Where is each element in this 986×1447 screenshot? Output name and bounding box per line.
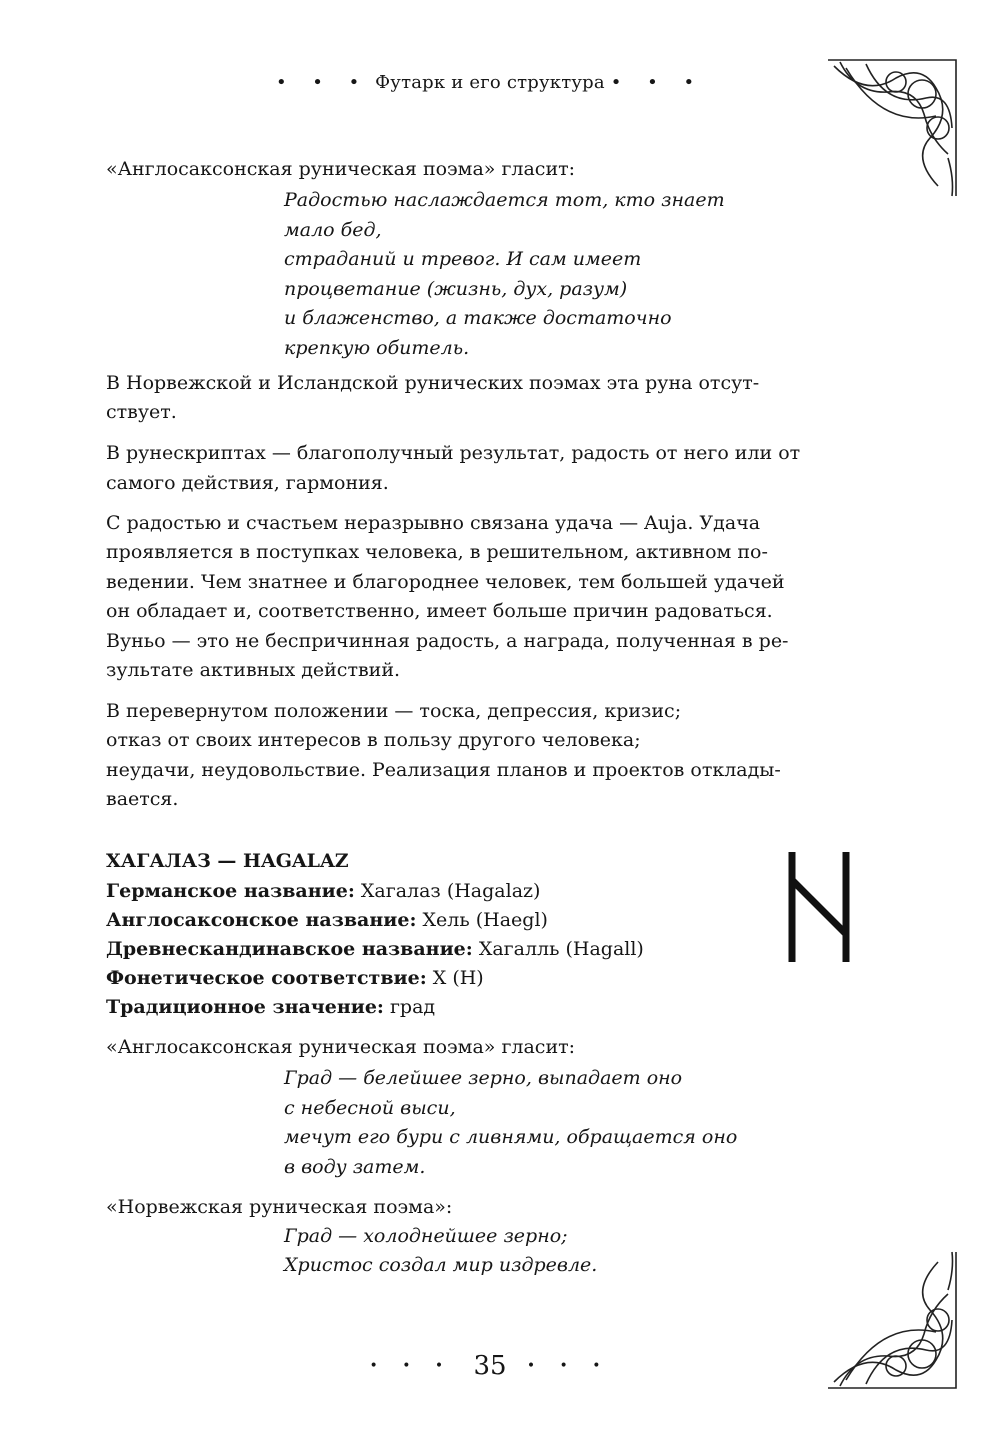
poem-line: Град — холоднейшее зерно;: [284, 1225, 568, 1247]
property-row: [106, 909, 548, 931]
poem-line: Град — белейшее зерно, выпадает оно: [284, 1067, 683, 1089]
property-label: Германское название:: [106, 880, 355, 902]
footer-dots-right: • • •: [526, 1358, 611, 1374]
property-value: град: [383, 996, 436, 1018]
property-row: [106, 967, 484, 989]
header-dots-left: • • •: [275, 72, 370, 93]
paragraph-line: ведении. Чем знатнее и благороднее человек, тем большей удачей: [106, 571, 785, 593]
paragraph-line: самого действия, гармония.: [106, 472, 389, 494]
celtic-knot-corner-icon: [826, 1248, 960, 1390]
poem-line: и блаженство, а также достаточно: [284, 307, 672, 329]
poem-line: с небесной выси,: [284, 1097, 456, 1119]
property-value: Х (H): [426, 967, 484, 989]
paragraph-line: В Норвежской и Исландской рунических поэмах эта руна отсут-: [106, 372, 760, 394]
property-label: Фонетическое соответствие:: [106, 967, 427, 989]
poem-intro: «Англосаксонская руническая поэма» гласит:: [106, 1036, 576, 1058]
poem-line: Радостью наслаждается тот, кто знает: [284, 189, 725, 211]
property-label: Древнескандинавское название:: [106, 938, 473, 960]
paragraph-line: отказ от своих интересов в пользу другого человека;: [106, 729, 641, 751]
property-row: [106, 880, 540, 902]
paragraph-line: В перевернутом положении — тоска, депрессия, кризис;: [106, 700, 682, 722]
celtic-knot-corner-icon: [826, 58, 960, 200]
poem-line: мечут его бури с ливнями, обращается оно: [284, 1126, 738, 1148]
page-footer: [340, 1350, 640, 1381]
section-heading: ХАГАЛАЗ — HAGALAZ: [106, 850, 349, 872]
poem-line: крепкую обитель.: [284, 337, 470, 359]
header-dots-right: • • •: [610, 72, 705, 93]
paragraph-line: он обладает и, соответственно, имеет больше причин радоваться.: [106, 600, 773, 622]
poem-line: Христос создал мир издревле.: [284, 1254, 598, 1276]
property-row: [106, 996, 435, 1018]
paragraph-line: проявляется в поступках человека, в решительном, активном по-: [106, 541, 768, 563]
property-row: [106, 938, 644, 960]
property-value: Хагалаз (Hagalaz): [354, 880, 541, 902]
paragraph-line: В рунескриптах — благополучный результат, радость от него или от: [106, 442, 801, 464]
page-number: 35: [473, 1351, 507, 1381]
paragraph-line: неудачи, неудовольствие. Реализация планов и проектов отклады-: [106, 759, 781, 781]
poem-line: страданий и тревог. И сам имеет: [284, 248, 642, 270]
property-value: Хель (Haegl): [416, 909, 548, 931]
paragraph-line: вается.: [106, 788, 179, 810]
property-value: Хагалль (Hagall): [472, 938, 644, 960]
hagalaz-rune-icon: [784, 852, 854, 962]
poem-line: мало бед,: [284, 219, 382, 241]
poem-line: процветание (жизнь, дух, разум): [284, 278, 628, 300]
poem-intro: «Англосаксонская руническая поэма» гласит:: [106, 158, 576, 180]
footer-dots-left: • • •: [369, 1358, 454, 1374]
paragraph-line: Вуньо — это не беспричинная радость, а награда, полученная в ре-: [106, 630, 789, 652]
paragraph-line: ствует.: [106, 401, 177, 423]
paragraph-line: зультате активных действий.: [106, 659, 401, 681]
poem-intro: «Норвежская руническая поэма»:: [106, 1196, 453, 1218]
paragraph-line: С радостью и счастьем неразрывно связана удача — Auja. Удача: [106, 512, 761, 534]
running-header-title: Футарк и его структура: [375, 72, 605, 93]
poem-line: в воду затем.: [284, 1156, 426, 1178]
property-label: Традиционное значение:: [106, 996, 384, 1018]
running-header: [240, 72, 740, 93]
property-label: Англосаксонское название:: [106, 909, 417, 931]
